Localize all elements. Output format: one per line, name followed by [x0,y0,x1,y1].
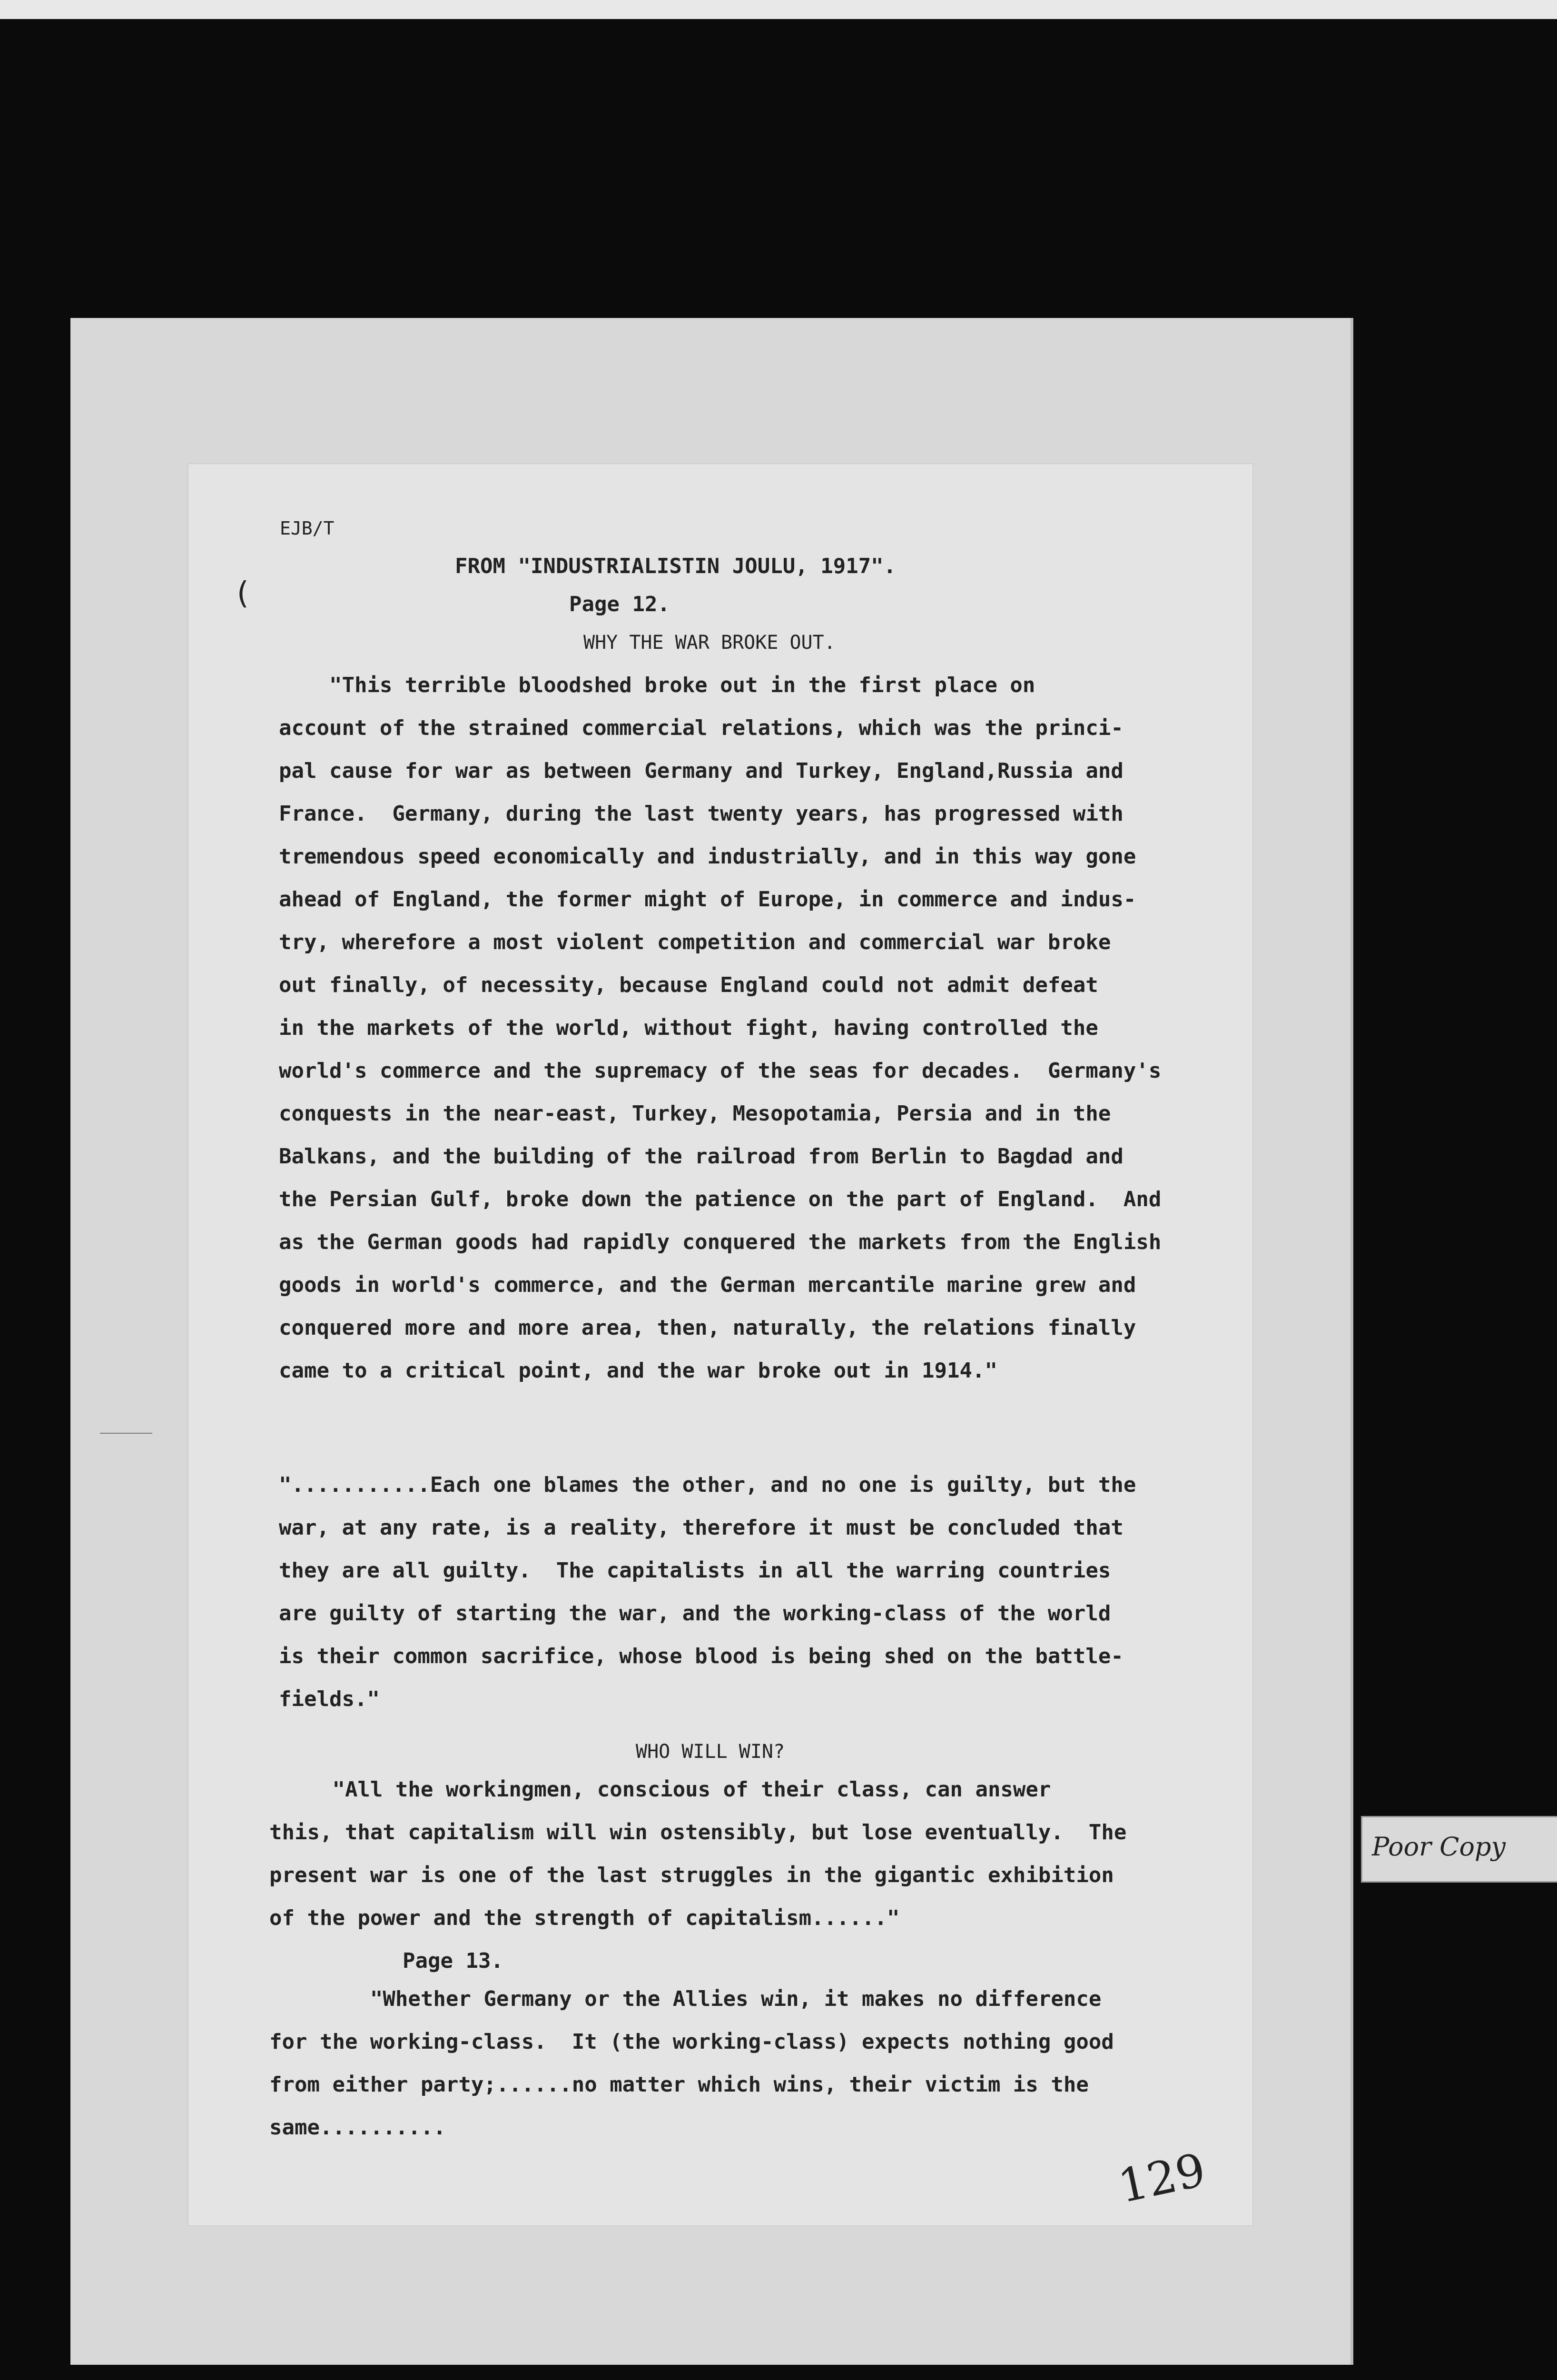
document-source: FROM "INDUSTRIALISTIN JOULU, 1917". [455,554,897,578]
film-top-strip [0,0,1557,19]
poor-copy-label: Poor Copy [1372,1832,1506,1862]
paragraph-3: "All the workingmen, conscious of their class, can answer this, that capitalism will win ostensibly, but lose eventually. The present war is one of the last struggles in the gigantic exhibition of the power and the strength of capitalism......" [269,1777,1127,1930]
handwritten-page-number: 129 [1114,2143,1210,2213]
document-reference: EJB/T [280,518,335,539]
paragraph-4: "Whether Germany or the Allies win, it makes no difference for the working-class. It (the working-class) expects nothing good from either party;......no matter which wins, their victim is the same.......... [269,1987,1114,2140]
poor-copy-tag [1361,1816,1557,1883]
section-title-why-war: WHY THE WAR BROKE OUT. [583,632,836,654]
page-13-label: Page 13. [403,1949,503,1973]
paragraph-1: "This terrible bloodshed broke out in the first place on account of the strained commercial relations, which was the princi- pal cause for war as between Germany and Turkey, England,Russia and France. Germany, during the last twenty years, has progressed with tremendous speed economically and industrially, and in this way gone ahead of England, the former might of Europe, in commerce and indus- try, wherefore a most violent competition and commercial war broke out finally, of necessity, because England could not admit defeat in the markets of the world, without fight, having controlled the world's commerce and the supremacy of the seas for decades. Germany's conquests in the near-east, Turkey, Mesopotamia, Persia and in the Balkans, and the building of the railroad from Berlin to Bagdad and the Persian Gulf, broke down the patience on the part of England. And as the German goods had rapidly conquered the markets from the English goods in world's commerce, and the German mercantile marine grew and conquered more and more area, then, naturally, the relations finally came to a critical point, and the war broke out in 1914." [279,673,1162,1383]
section-title-who-will-win: WHO WILL WIN? [636,1741,785,1763]
margin-scratch [100,1433,152,1434]
page-12-label: Page 12. [569,592,670,616]
paragraph-2: "...........Each one blames the other, and no one is guilty, but the war, at any rate, is a reality, therefore it must be concluded that they are all guilty. The capitalists in all the warring countries are guilty of starting the war, and the working-class of the world is their common sacrifice, whose blood is being shed on the battle- fields." [279,1473,1136,1711]
margin-mark: ( [233,576,252,611]
document-page [188,464,1252,2225]
